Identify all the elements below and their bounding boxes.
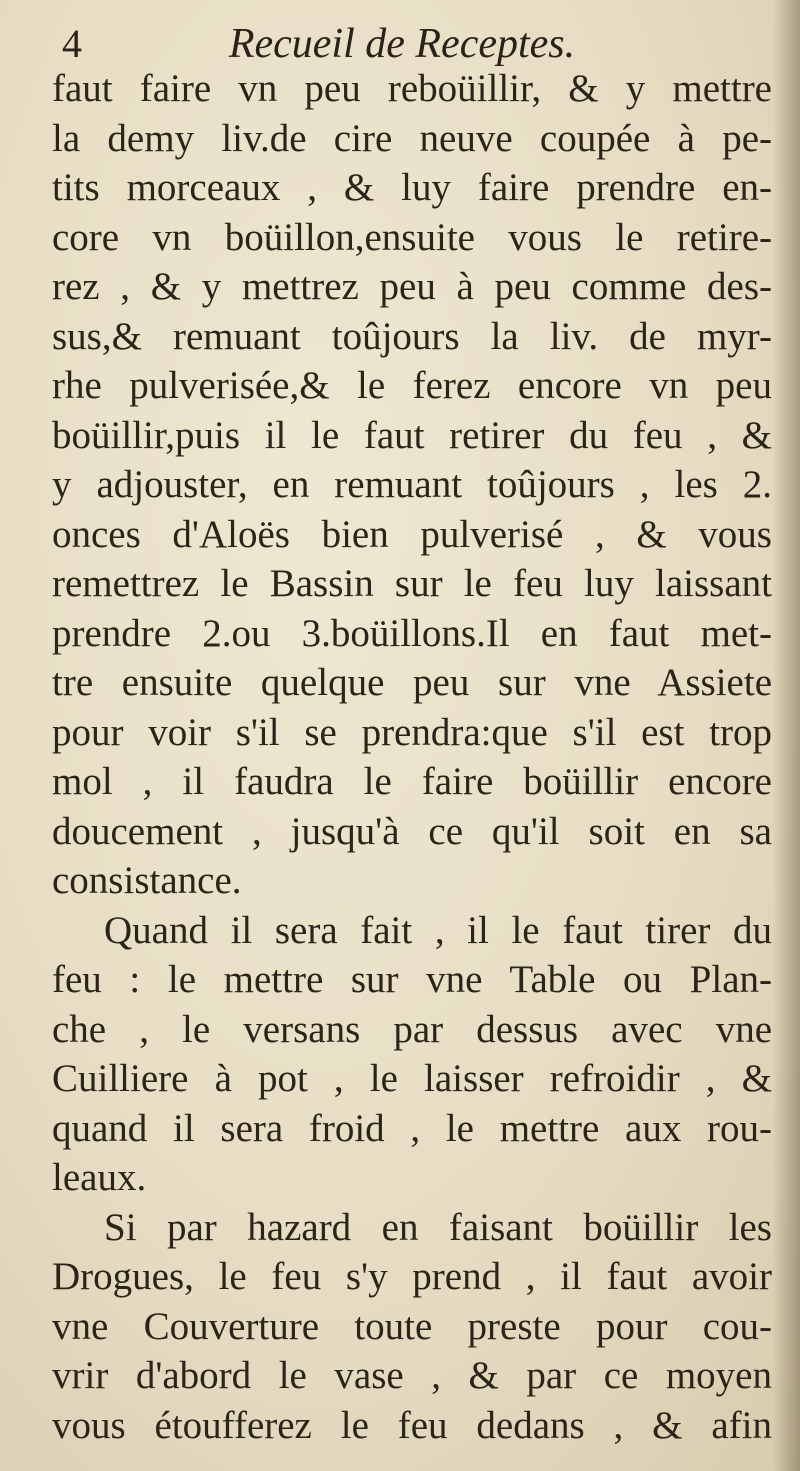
text-line: faut faire vn peu reboüillir, & y mettre <box>52 67 772 110</box>
text-line: onces d'Aloës bien pulverisé , & vous <box>52 512 772 556</box>
paragraph-end-line: leaux. <box>52 1156 147 1199</box>
text-line: rez , & y mettrez peu à peu comme des- <box>52 265 772 308</box>
text-line: che , le versans par dessus avec vne <box>52 1007 772 1051</box>
text-line: feu : le mettre sur vne Table ou Plan- <box>52 958 772 1001</box>
text-line: Drogues, le feu s'y prend , il faut avoir <box>52 1255 772 1298</box>
running-title: Recueil de Receptes. <box>228 21 576 67</box>
text-line: quand il sera froid , le mettre aux rou- <box>52 1106 772 1150</box>
text-line: boüillir,puis il le faut retirer du feu , & <box>52 413 772 457</box>
text-line: prendre 2.ou 3.boüillons.Il en faut met- <box>52 611 772 655</box>
text-line: la demy liv.de cire neuve coupée à pe- <box>52 116 772 160</box>
text-line: vrir d'abord le vase , & par ce moyen <box>52 1354 772 1397</box>
paragraph-end-line: consistance. <box>52 859 242 902</box>
page-edge-shadow <box>772 0 800 1471</box>
text-line: vne Couverture toute preste pour cou- <box>52 1304 772 1348</box>
paragraph-start-line: Si par hazard en faisant boüillir les <box>104 1205 772 1249</box>
text-line: rhe pulverisée,& le ferez encore vn peu <box>52 364 772 407</box>
paragraph-start-line: Quand il sera fait , il le faut tirer du <box>104 908 772 952</box>
text-line: Cuilliere à pot , le laisser refroidir , & <box>52 1057 772 1100</box>
text-line: vous étoufferez le feu dedans , & afin <box>52 1403 772 1447</box>
text-line: core vn boüillon,ensuite vous le retire- <box>52 215 772 259</box>
text-line: y adjouster, en remuant toûjours , les 2. <box>52 463 772 506</box>
text-line: tits morceaux , & luy faire prendre en- <box>52 166 772 209</box>
text-line: tre ensuite quelque peu sur vne Assiete <box>52 661 772 704</box>
text-line: doucement , jusqu'à ce qu'il soit en sa <box>52 809 772 853</box>
text-line: sus,& remuant toûjours la liv. de myr- <box>52 314 772 358</box>
text-line: mol , il faudra le faire boüillir encore <box>52 760 772 803</box>
text-line: remettrez le Bassin sur le feu luy laissant <box>52 562 772 605</box>
body-text <box>52 64 772 1450</box>
page-number: 4 <box>62 21 82 66</box>
text-line: pour voir s'il se prendra:que s'il est trop <box>52 710 772 754</box>
